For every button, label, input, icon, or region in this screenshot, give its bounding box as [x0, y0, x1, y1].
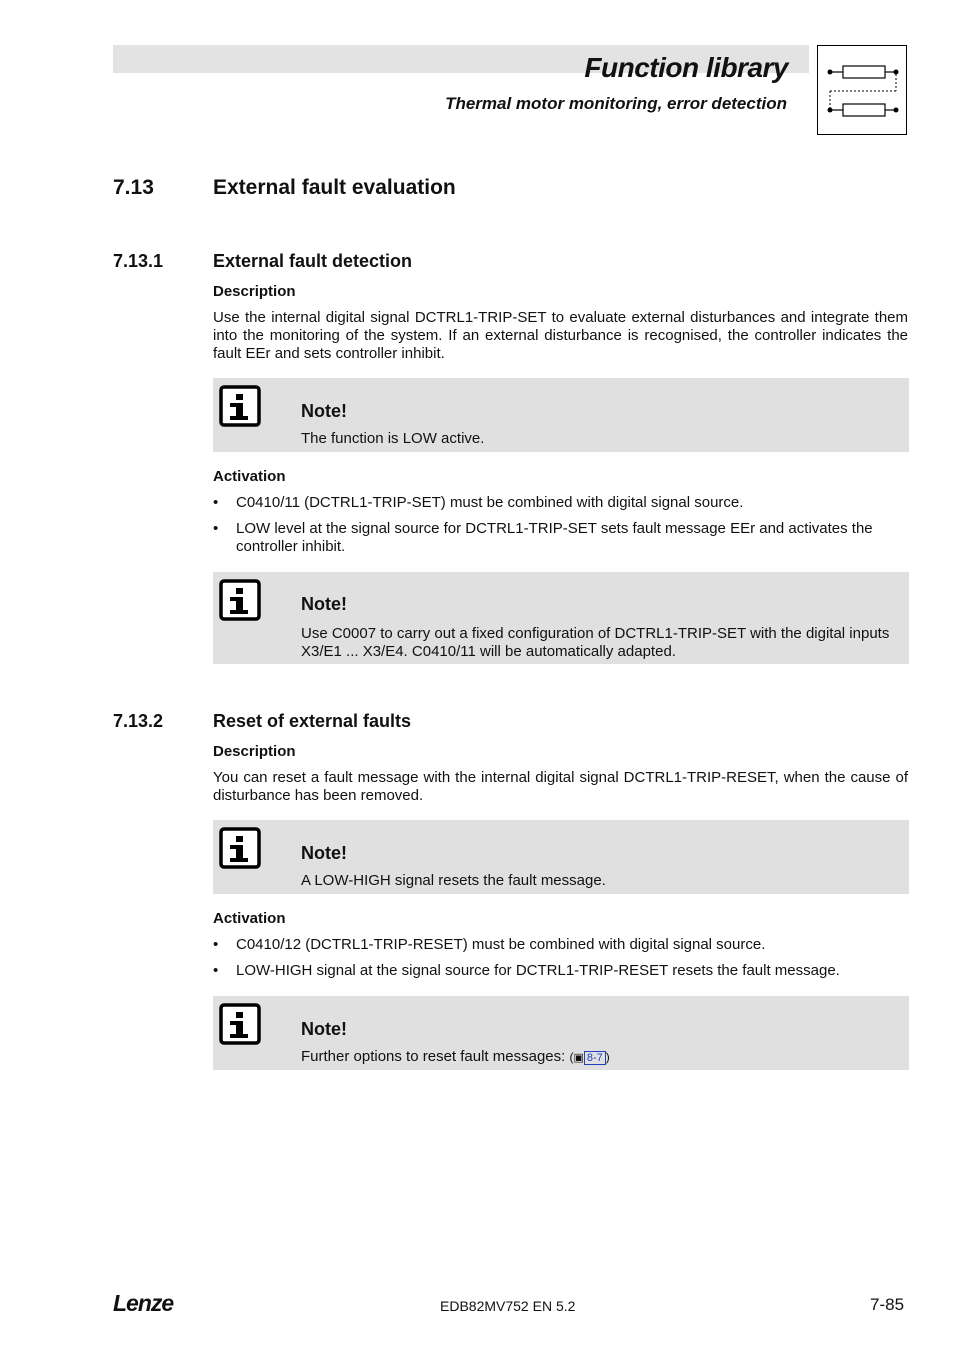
- list-item-text: LOW level at the signal source for DCTRL1-TRIP-SET sets fault message EEr and activates the controller inhibit.: [236, 520, 873, 555]
- subsection2-description-label: Description: [213, 743, 296, 760]
- note-title: Note!: [301, 1019, 347, 1039]
- info-icon: [219, 827, 261, 869]
- subsection2-title: Reset of external faults: [213, 711, 412, 731]
- bullet-icon: •: [213, 936, 219, 953]
- note-box: [213, 996, 909, 1070]
- section-title: External fault evaluation: [213, 176, 456, 199]
- note-text: The function is LOW active.: [301, 430, 485, 447]
- note-text: Use C0007 to carry out a fixed configuration of DCTRL1-TRIP-SET with the digital inputs X3/E1 ... X3/E4. C0410/11 will be automatically adapted.: [301, 625, 890, 660]
- note-title: Note!: [301, 594, 347, 614]
- list-item-text: C0410/11 (DCTRL1-TRIP-SET) must be combined with digital signal source.: [236, 494, 744, 511]
- page-number: 7-85: [870, 1295, 905, 1314]
- list-item: [213, 520, 908, 556]
- note-box: [213, 572, 909, 664]
- brand-logo: Lenze: [113, 1290, 174, 1316]
- cross-reference-link[interactable]: 8-7: [584, 1051, 606, 1065]
- list-item-text: C0410/12 (DCTRL1-TRIP-RESET) must be combined with digital signal source.: [236, 936, 766, 953]
- list-item: [213, 936, 908, 954]
- note-title: Note!: [301, 843, 347, 863]
- chapter-subtitle: Thermal motor monitoring, error detection: [445, 94, 787, 113]
- info-icon: [219, 385, 261, 427]
- document-id: EDB82MV752 EN 5.2: [440, 1298, 576, 1314]
- subsection2-activation-label: Activation: [213, 910, 286, 927]
- list-item-text: LOW-HIGH signal at the signal source for DCTRL1-TRIP-RESET resets the fault message.: [236, 962, 840, 979]
- bullet-icon: •: [213, 520, 219, 537]
- subsection2-number: 7.13.2: [113, 711, 164, 731]
- chapter-title: Function library: [584, 52, 788, 83]
- bullet-icon: •: [213, 962, 219, 979]
- info-icon: [219, 1003, 261, 1045]
- note-text: Further options to reset fault messages: (▣ 8-7 ): [301, 1048, 610, 1065]
- note-title: Note!: [301, 401, 347, 421]
- list-item: [213, 962, 908, 980]
- subsection1-description-label: Description: [213, 283, 296, 300]
- subsection1-description-text: Use the internal digital signal DCTRL1-TRIP-SET to evaluate external disturbances and integrate them into the monitoring of the system. If an external disturbance is recognised, the controller indicates the fault EEr and sets controller inhibit.: [213, 309, 908, 362]
- list-item: [213, 494, 908, 512]
- subsection1-activation-label: Activation: [213, 468, 286, 485]
- section-number: 7.13: [113, 176, 154, 199]
- info-icon: [219, 579, 261, 621]
- subsection1-title: External fault detection: [213, 251, 413, 271]
- book-icon: ▣: [573, 1052, 584, 1064]
- subsection2-description-text: You can reset a fault message with the internal digital signal DCTRL1-TRIP-RESET, when the cause of disturbance has been removed.: [213, 769, 908, 804]
- note-box: [213, 820, 909, 894]
- bullet-icon: •: [213, 494, 219, 511]
- function-block-icon: [817, 45, 907, 135]
- note-text-body: Further options to reset fault messages:: [301, 1048, 566, 1065]
- note-text: A LOW-HIGH signal resets the fault message.: [301, 872, 606, 889]
- subsection1-number: 7.13.1: [113, 251, 164, 271]
- note-box: [213, 378, 909, 452]
